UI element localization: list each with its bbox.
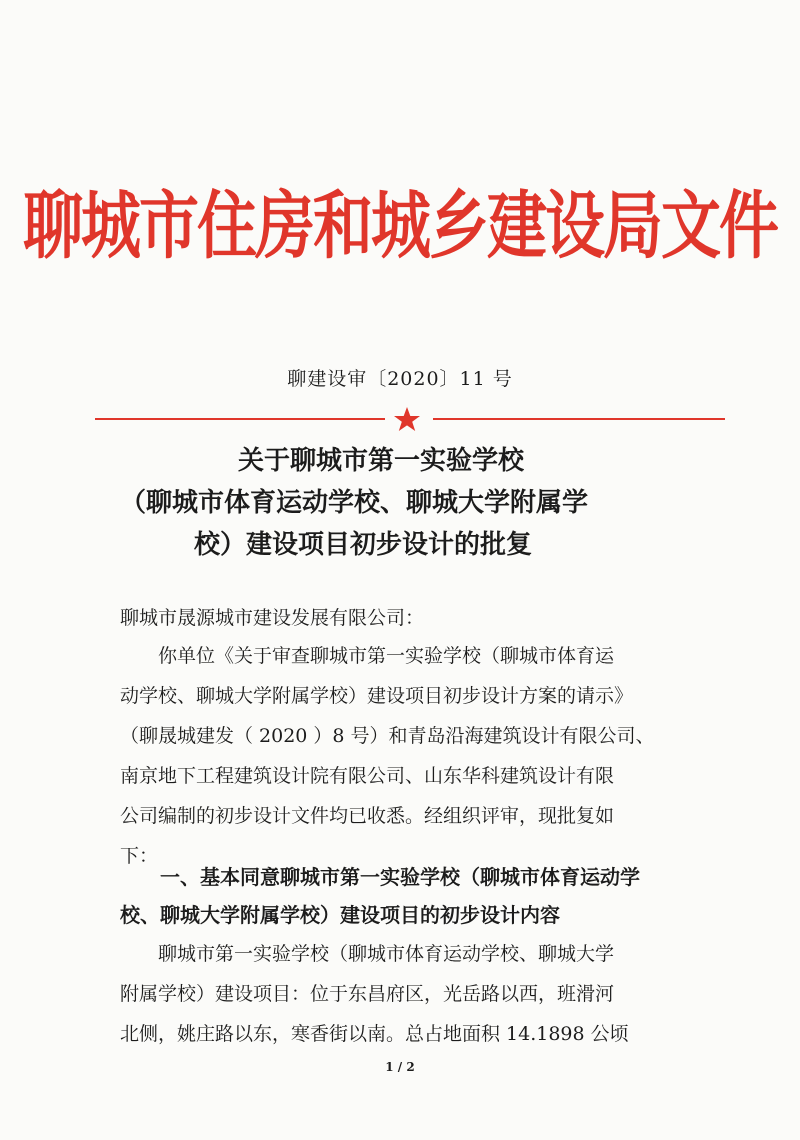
section-heading-1 (120, 858, 640, 934)
document-number: 聊建设审〔2020〕11 号 (287, 368, 513, 390)
issuer-red-header: 聊城市住房和城乡建设局文件 (23, 183, 777, 270)
text-line: 你单位《关于审查聊城市第一实验学校（聊城市体育运 (120, 645, 615, 667)
text-line: 动学校、聊城大学附属学校）建设项目初步设计方案的请示》 (120, 685, 634, 707)
salutation: 聊城市晟源城市建设发展有限公司： (120, 607, 425, 629)
paragraph-2 (120, 934, 710, 1054)
text-line: 附属学校）建设项目：位于东昌府区，光岳路以西，班滑河 (120, 983, 615, 1005)
title-line: 校）建设项目初步设计的批复 (194, 530, 533, 560)
text-line: 南京地下工程建筑设计院有限公司、山东华科建筑设计有限 (120, 765, 615, 787)
text-line: （聊晟城建发（ 2020 ）8 号）和青岛沿海建筑设计有限公司、 (120, 725, 655, 747)
paragraph-1 (120, 636, 710, 876)
text-line: 北侧，姚庄路以东，寒香街以南。总占地面积 14.1898 公顷 (120, 1023, 629, 1045)
red-star-icon (393, 406, 421, 432)
document-title (120, 440, 700, 566)
divider-line-right (433, 418, 725, 420)
title-line: （聊城市体育运动学校、聊城大学附属学 (120, 488, 589, 518)
red-divider (95, 406, 725, 432)
heading-line: 一、基本同意聊城市第一实验学校（聊城市体育运动学 (120, 865, 640, 889)
text-line: 公司编制的初步设计文件均已收悉。经组织评审，现批复如 (120, 805, 615, 827)
text-line: 聊城市第一实验学校（聊城市体育运动学校、聊城大学 (120, 943, 615, 965)
heading-line: 校、聊城大学附属学校）建设项目的初步设计内容 (120, 903, 560, 927)
title-line: 关于聊城市第一实验学校 (238, 446, 525, 476)
text-line: 下： (120, 845, 159, 867)
divider-line-left (95, 418, 385, 420)
page-number: 1 / 2 (385, 1060, 415, 1074)
